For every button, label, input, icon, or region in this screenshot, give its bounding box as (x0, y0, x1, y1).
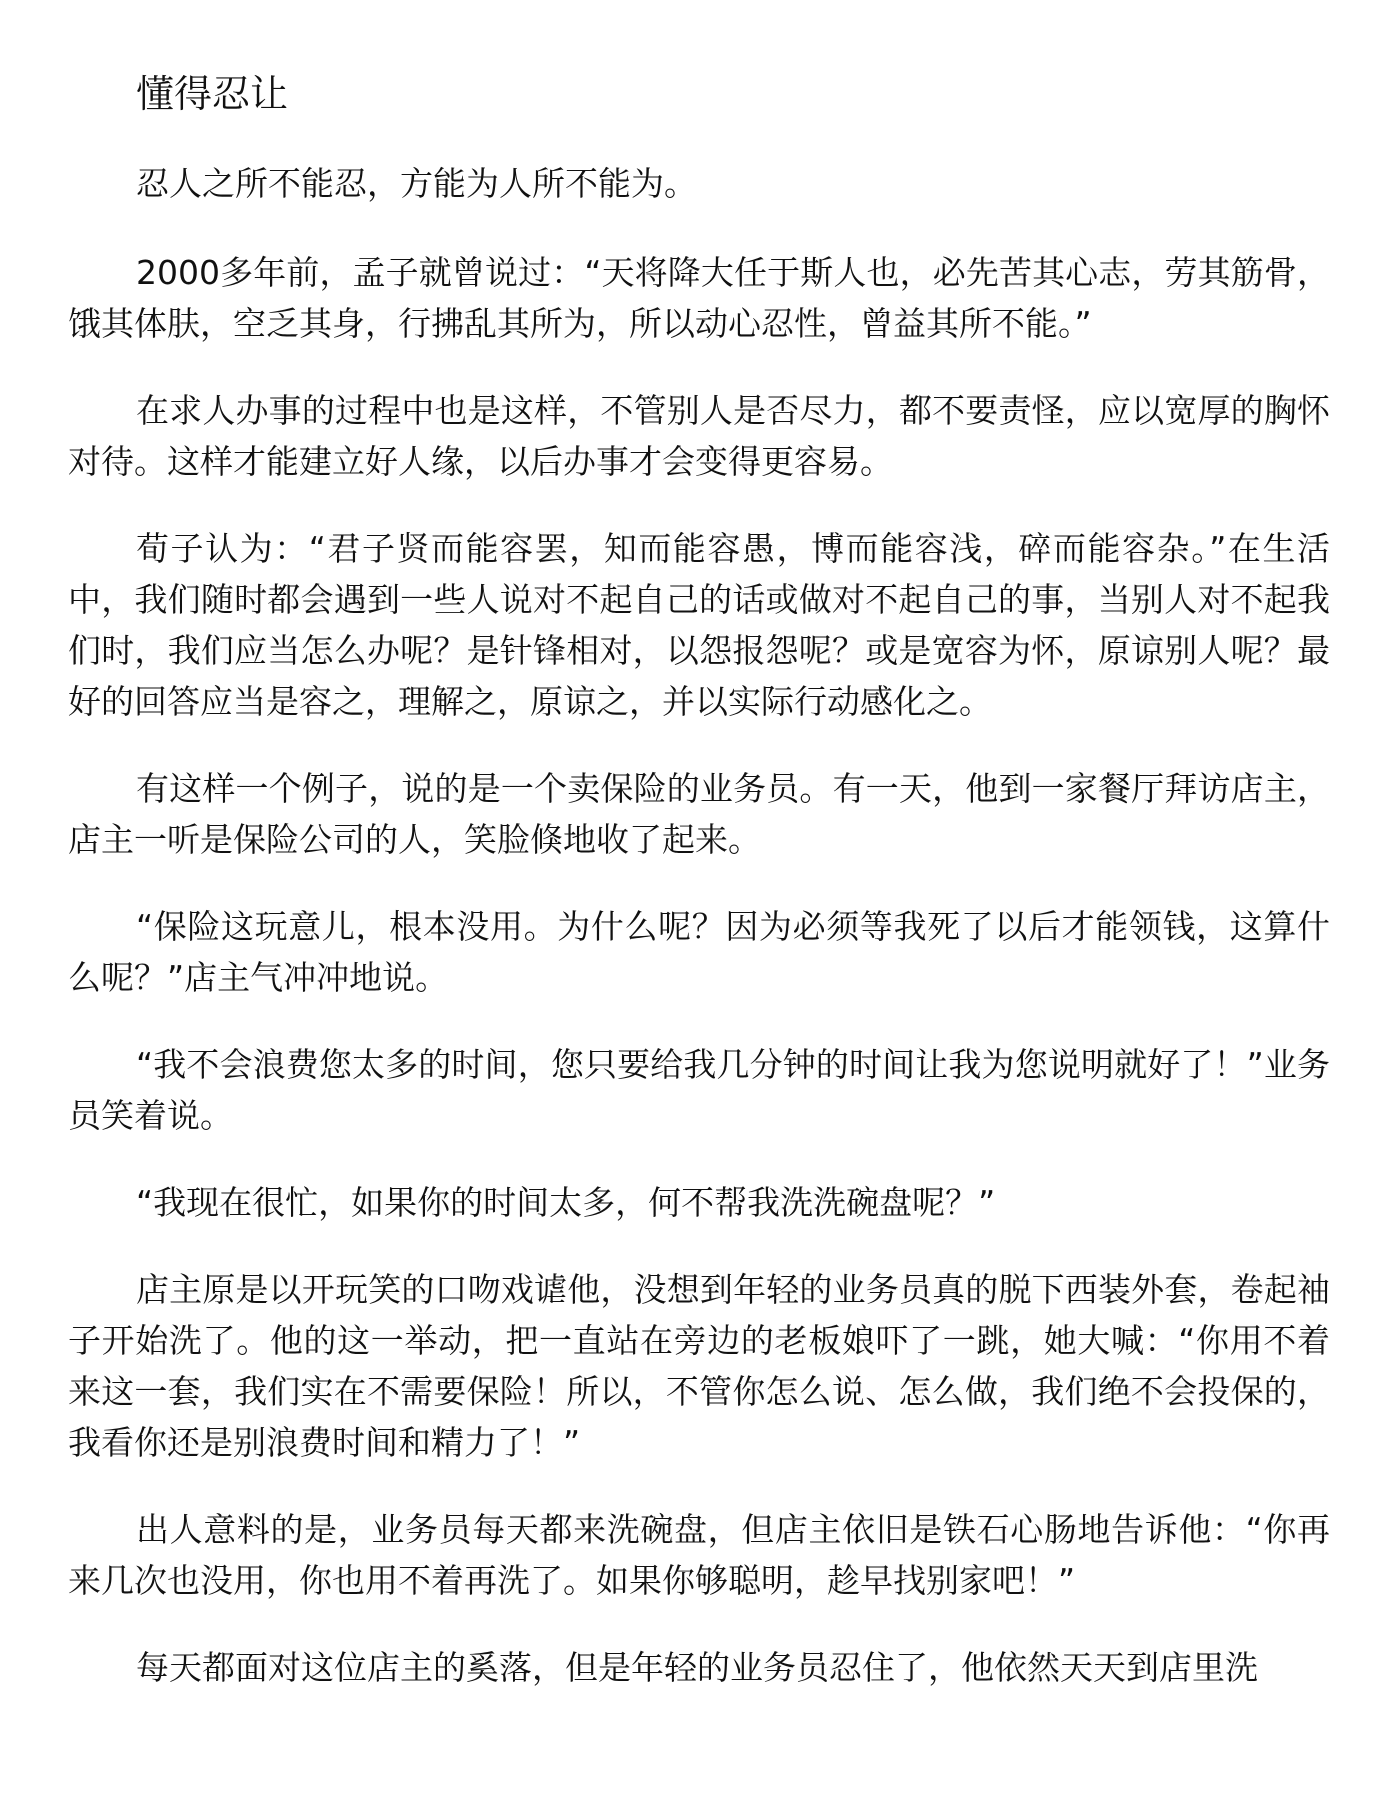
paragraph-2: 2000多年前，孟子就曾说过：“天将降大任于斯人也，必先苦其心志，劳其筋骨，饿其体肤，空乏其身，行拂乱其所为，所以动心忍性，曾益其所不能。” (68, 252, 1330, 343)
paragraph-5: 有这样一个例子，说的是一个卖保险的业务员。有一天，他到一家餐厅拜访店主，店主一听是保险公司的人，笑脸倏地收了起来。 (68, 768, 1330, 859)
document-title: 懂得忍让 (136, 72, 289, 116)
paragraph-10: 出人意料的是，业务员每天都来洗碗盘，但店主依旧是铁石心肠地告诉他：“你再来几次也没用，你也用不着再洗了。如果你够聪明，趁早找别家吧！” (68, 1509, 1330, 1600)
paragraph-3: 在求人办事的过程中也是这样，不管别人是否尽力，都不要责怪，应以宽厚的胸怀对待。这样才能建立好人缘，以后办事才会变得更容易。 (68, 390, 1330, 481)
paragraph-11: 每天都面对这位店主的奚落，但是年轻的业务员忍住了，他依然天天到店里洗 (136, 1647, 1258, 1687)
paragraph-6: “保险这玩意儿，根本没用。为什么呢？因为必须等我死了以后才能领钱，这算什么呢？”店主气冲冲地说。 (68, 906, 1330, 997)
paragraph-8: “我现在很忙，如果你的时间太多，何不帮我洗洗碗盘呢？” (136, 1182, 996, 1222)
paragraph-9: 店主原是以开玩笑的口吻戏谑他，没想到年轻的业务员真的脱下西装外套，卷起袖子开始洗了。他的这一举动，把一直站在旁边的老板娘吓了一跳，她大喊：“你用不着来这一套，我们实在不需要保险！所以，不管你怎么说、怎么做，我们绝不会投保的，我看你还是别浪费时间和精力了！” (68, 1269, 1330, 1462)
document-page (68, 52, 1330, 1693)
paragraph-4: 荀子认为：“君子贤而能容罢，知而能容愚，博而能容浅，碎而能容杂。”在生活中，我们随时都会遇到一些人说对不起自己的话或做对不起自己的事，当别人对不起我们时，我们应当怎么办呢？是针锋相对，以怨报怨呢？或是宽容为怀，原谅别人呢？最好的回答应当是容之，理解之，原谅之，并以实际行动感化之。 (68, 528, 1330, 721)
paragraph-1: 忍人之所不能忍，方能为人所不能为。 (136, 163, 697, 203)
paragraph-7: “我不会浪费您太多的时间，您只要给我几分钟的时间让我为您说明就好了！”业务员笑着说。 (68, 1044, 1330, 1135)
